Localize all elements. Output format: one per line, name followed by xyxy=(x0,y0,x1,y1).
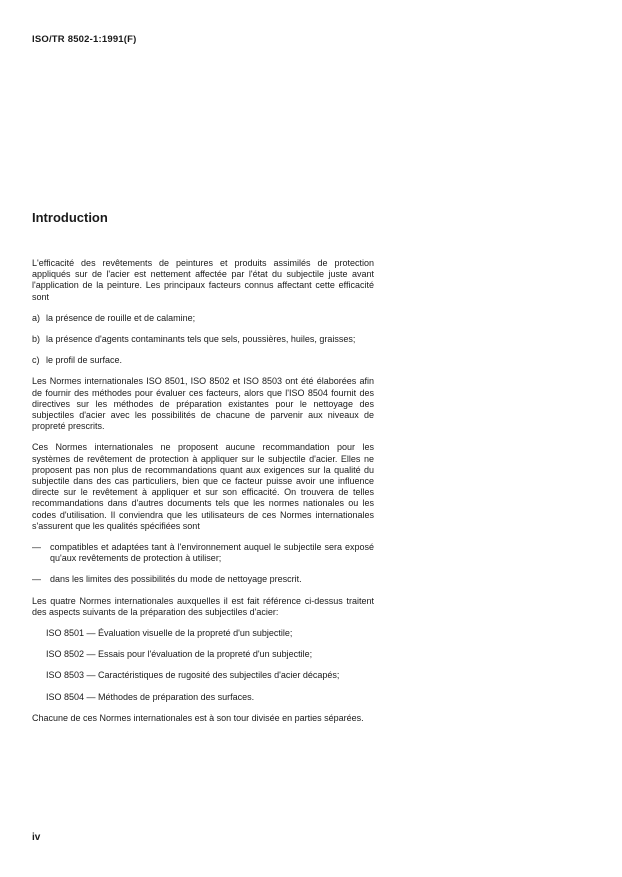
list-item-text: la présence d'agents contaminants tels que sels, poussières, huiles, graisses; xyxy=(46,334,356,345)
parts-paragraph: Chacune de ces Normes internationales est à son tour divisée en parties séparées. xyxy=(32,712,364,723)
standard-item-8503: ISO 8503 — Caractéristiques de rugosité des subjectiles d'acier décapés; xyxy=(46,670,340,681)
dash-marker: — xyxy=(32,542,41,553)
list-item xyxy=(32,313,374,324)
standards-paragraph: Les Normes internationales ISO 8501, ISO 8502 et ISO 8503 ont été élaborées afin de fournir des méthodes pour évaluer ces facteurs, alors que l'ISO 8504 fournit des directives sur les méthodes de préparation existantes pour le nettoyage des subjectiles d'acier avec les possibilités de chacune de parvenir aux niveaux de propreté prescrits. xyxy=(32,376,374,432)
list-item xyxy=(32,574,374,585)
list-item-text: dans les limites des possibilités du mode de nettoyage prescrit. xyxy=(50,574,302,585)
list-item-text: le profil de surface. xyxy=(46,355,123,366)
list-item xyxy=(32,355,374,366)
body-text xyxy=(32,258,374,734)
list-marker: b) xyxy=(32,334,41,345)
list-item-text: compatibles et adaptées tant à l'environnement auquel le subjectile sera exposé qu'aux revêtements de protection à utiliser; xyxy=(50,542,374,564)
standard-item-8502: ISO 8502 — Essais pour l'évaluation de la propreté d'un subjectile; xyxy=(46,649,313,660)
list-marker: a) xyxy=(32,312,41,323)
page-number: iv xyxy=(32,832,41,843)
document-header: ISO/TR 8502-1:1991(F) xyxy=(32,34,137,45)
standard-item-8504: ISO 8504 — Méthodes de préparation des surfaces. xyxy=(46,691,255,702)
aspects-paragraph: Les quatre Normes internationales auxquelles il est fait référence ci-dessus traitent des aspects suivants de la préparation des subjectiles d'acier: xyxy=(32,595,374,617)
standard-item-8501: ISO 8501 — Évaluation visuelle de la propreté d'un subjectile; xyxy=(46,628,293,639)
recommendations-paragraph: Ces Normes internationales ne proposent aucune recommandation pour les systèmes de revêtement de protection à appliquer sur le subjectile d'acier. Elles ne proposent pas non plus de recommandations quant aux exigences sur la qualité du subjectile dans des cas particuliers, bien que ce facteur puisse avoir une influence directe sur le revêtement à appliquer et sur son efficacité. On trouvera de telles recommandations dans d'autres documents tels que les normes nationales ou les codes d'utilisation. Il conviendra que les utilisateurs de ces Normes internationales s'assurent que les qualités spécifiées sont xyxy=(32,442,374,531)
list-item xyxy=(32,542,374,564)
list-item-text: la présence de rouille et de calamine; xyxy=(46,312,196,323)
section-title: Introduction xyxy=(32,210,108,225)
list-item xyxy=(32,334,374,345)
dash-marker: — xyxy=(32,574,41,585)
intro-paragraph: L'efficacité des revêtements de peintures et produits assimilés de protection appliqués sur de l'acier est nettement affectée par l'état du subjectile juste avant l'application de la peinture. Les principaux facteurs connus affectant cette efficacité sont xyxy=(32,258,374,302)
list-marker: c) xyxy=(32,355,40,366)
